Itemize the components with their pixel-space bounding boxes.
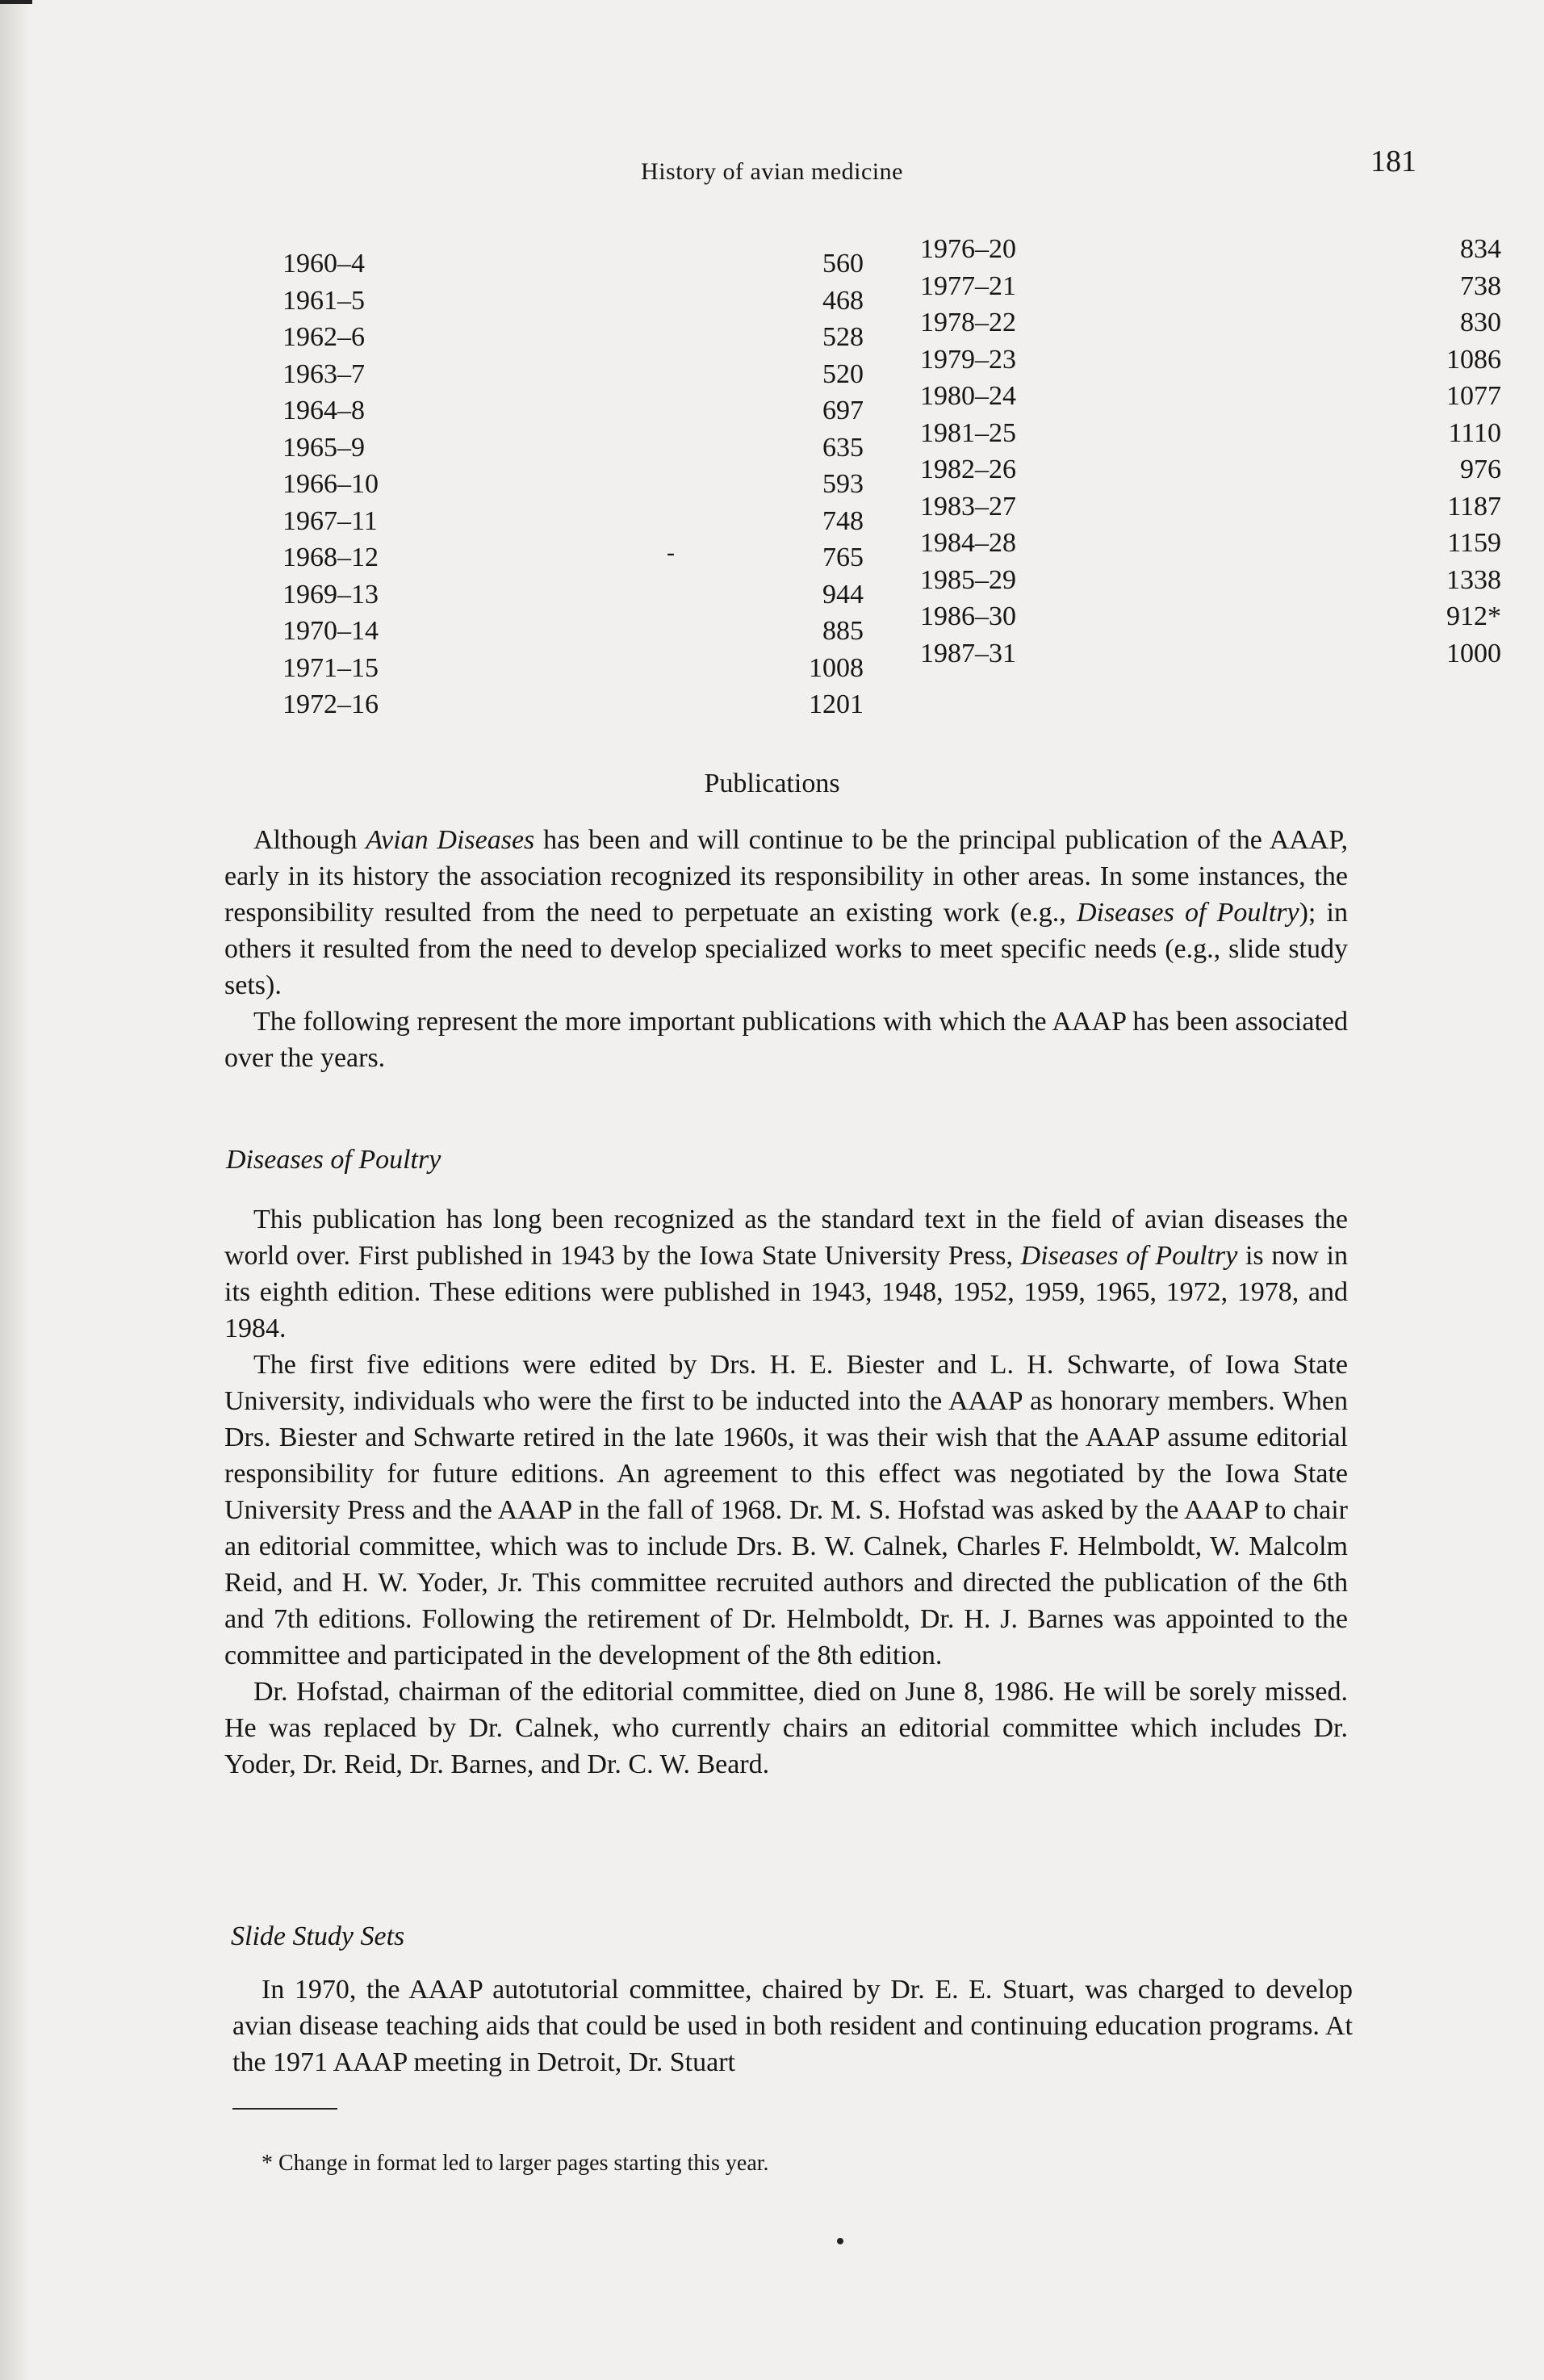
count-cell: 912* — [1446, 601, 1501, 631]
table-row — [920, 341, 1501, 379]
table-row — [282, 686, 864, 723]
year-cell: 1971–15 — [282, 652, 379, 683]
publications-text — [224, 822, 1348, 1076]
page-number: 181 — [1370, 145, 1416, 178]
count-cell: 1110 — [1448, 417, 1501, 448]
year-cell: 1981–25 — [920, 417, 1016, 448]
count-cell: 528 — [822, 322, 864, 352]
year-cell: 1967–11 — [282, 505, 378, 536]
count-cell: 635 — [822, 432, 864, 463]
count-cell: 560 — [822, 249, 864, 279]
table-row — [920, 488, 1501, 526]
year-cell: 1978–22 — [920, 308, 1016, 337]
year-cell: 1962–6 — [282, 322, 365, 352]
count-cell: 1000 — [1446, 638, 1501, 668]
table-row — [282, 319, 864, 356]
count-cell: 697 — [822, 396, 864, 425]
year-cell: 1977–21 — [920, 270, 1016, 301]
count-cell: 593 — [822, 469, 864, 499]
ink-dot — [837, 2238, 843, 2244]
count-cell: 834 — [1460, 234, 1501, 264]
year-cell: 1972–16 — [282, 689, 379, 719]
table-row — [282, 466, 864, 503]
diseases-paragraph-3: Dr. Hofstad, chairman of the editorial committee, died on June 8, 1986. He will be sorely missed. He was replaced by Dr. Calnek, who currently chairs an editorial committee which includes Dr. Yoder, Dr. Reid, Dr. Barnes, and Dr. C. W. Beard. — [224, 1677, 1348, 1779]
table-row — [282, 576, 864, 614]
year-cell: 1964–8 — [282, 396, 365, 425]
year-cell: 1960–4 — [282, 249, 365, 279]
year-cell: 1965–9 — [282, 432, 365, 463]
year-cell: 1976–20 — [920, 234, 1016, 264]
count-cell: 1338 — [1446, 564, 1501, 595]
count-cell: 976 — [1460, 455, 1501, 484]
count-cell: 468 — [822, 285, 864, 316]
diseases-of-poultry-text — [224, 1201, 1348, 1783]
subhead-slide-study-sets: Slide Study Sets — [231, 1921, 405, 1951]
count-cell: 1201 — [809, 689, 864, 719]
table-row — [282, 503, 864, 540]
table-row — [920, 304, 1501, 341]
slide-paragraph-1: In 1970, the AAAP autotutorial committee, chaired by Dr. E. E. Stuart, was charged to develop avian disease teaching aids that could be used in both resident and continuing education programs. At the 1971 AAAP meeting in Detroit, Dr. Stuart — [232, 1975, 1353, 2077]
page-edge-shadow — [0, 0, 31, 2380]
year-cell: 1984–28 — [920, 528, 1016, 558]
slide-study-sets-text — [232, 1971, 1353, 2080]
diseases-paragraph-2: The first five editions were edited by Drs. H. E. Biester and L. H. Schwarte, of Iowa State University, individuals who were the first to be inducted into the AAAP as honorary members. When Drs. Biester and Schwarte retired in the late 1960s, it was their wish that the AAAP assume editorial responsibility for future editions. An agreement to this effect was negotiated by the Iowa State University Press and the AAAP in the fall of 1968. Dr. M. S. Hofstad was asked by the AAAP to chair an editorial committee, which was to include Drs. B. W. Calnek, Charles F. Helmboldt, W. Malcolm Reid, and H. W. Yoder, Jr. This committee recruited authors and directed the publication of the 6th and 7th editions. Following the retirement of Dr. Helmboldt, Dr. H. J. Barnes was appointed to the committee and participated in the development of the 8th edition. — [224, 1350, 1348, 1670]
running-head: History of avian medicine — [641, 158, 903, 185]
count-cell: 1077 — [1446, 381, 1501, 411]
table-row — [920, 378, 1501, 415]
table-row — [282, 429, 864, 467]
table-row — [920, 231, 1501, 268]
count-cell: 748 — [822, 505, 864, 536]
year-cell: 1979–23 — [920, 344, 1016, 375]
table-row — [282, 283, 864, 320]
diseases-paragraph-1: This publication has long been recognized as the standard text in the field of avian diseases the world over. First published in 1943 by the Iowa State University Press, Diseases of Poultry is now in its eighth edition. These editions were published in 1943, 1948, 1952, 1959, 1965, 1972, 1978, and 1984. — [224, 1205, 1348, 1343]
table-row — [282, 650, 864, 687]
count-cell: 1086 — [1446, 344, 1501, 375]
year-cell: 1969–13 — [282, 579, 379, 610]
count-cell: 1008 — [809, 652, 864, 683]
year-cell: 1966–10 — [282, 469, 379, 499]
table-row — [282, 392, 864, 429]
table-row — [282, 245, 864, 283]
membership-table-right — [920, 231, 1501, 672]
table-row — [920, 562, 1501, 599]
count-cell: 738 — [1460, 270, 1501, 301]
membership-table-left — [282, 245, 864, 723]
count-cell: 830 — [1460, 308, 1501, 337]
year-cell: 1983–27 — [920, 491, 1016, 522]
year-cell: 1961–5 — [282, 285, 365, 316]
count-cell: 765 — [822, 543, 864, 572]
footnote: * Change in format led to larger pages starting this year. — [262, 2151, 769, 2176]
year-cell: 1987–31 — [920, 638, 1016, 668]
year-cell: 1980–24 — [920, 381, 1016, 411]
table-row — [920, 525, 1501, 562]
publications-paragraph-1: Although Avian Diseases has been and will continue to be the principal publication of the AAAP, early in its history the association recognized its responsibility in other areas. In some instances, the responsibility resulted from the need to perpetuate an existing work (e.g., Diseases of Poultry); in others it resulted from the need to develop specialized works to meet specific needs (e.g., slide study sets). — [224, 825, 1348, 1000]
year-cell: 1968–12 — [282, 543, 379, 572]
table-row — [282, 613, 864, 650]
table-row — [920, 451, 1501, 488]
table-row — [920, 598, 1501, 635]
count-cell: 1159 — [1447, 528, 1501, 558]
table-row — [282, 356, 864, 393]
year-cell: 1963–7 — [282, 358, 365, 389]
year-cell: 1970–14 — [282, 616, 379, 646]
section-title-publications: Publications — [704, 769, 840, 798]
year-cell: 1982–26 — [920, 455, 1016, 484]
count-cell: 885 — [822, 616, 864, 646]
publications-paragraph-2: The following represent the more important publications with which the AAAP has been associated over the years. — [224, 1007, 1348, 1073]
stray-mark: - — [667, 539, 675, 566]
count-cell: 1187 — [1447, 491, 1501, 522]
subhead-diseases-of-poultry: Diseases of Poultry — [226, 1145, 441, 1175]
count-cell: 520 — [822, 358, 864, 389]
table-row — [282, 539, 864, 576]
footnote-rule — [232, 2108, 337, 2110]
table-row — [920, 268, 1501, 305]
count-cell: 944 — [822, 579, 864, 610]
table-row — [920, 635, 1501, 673]
year-cell: 1986–30 — [920, 601, 1016, 631]
page-corner-mark — [0, 0, 32, 4]
table-row — [920, 415, 1501, 452]
year-cell: 1985–29 — [920, 564, 1016, 595]
